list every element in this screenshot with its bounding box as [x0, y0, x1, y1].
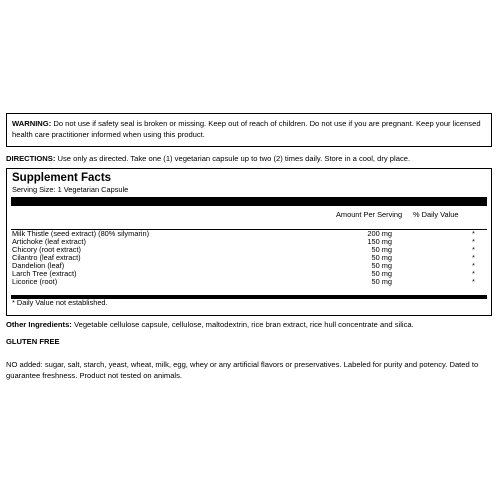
daily-value-header: [413, 210, 458, 219]
no-added-statement: NO added: sugar, salt, starch, yeast, wheat, milk, egg, whey or any artificial flavors or preservatives. Labeled for purity and potency. Dated to guarantee freshness. Product not tested on animals.: [6, 360, 479, 380]
directions-label: DIRECTIONS:: [6, 154, 56, 163]
ingredient-name: Larch Tree (extract): [12, 269, 77, 278]
ingredient-amount: 50 mg: [371, 261, 392, 270]
ingredient-amount: 50 mg: [371, 277, 392, 286]
supplement-facts-title: Supplement Facts: [12, 172, 112, 184]
amount-per-serving-header: [336, 210, 402, 219]
ingredient-amount: 50 mg: [371, 245, 392, 254]
ingredient-daily-value: *: [472, 277, 475, 286]
ingredient-amount: 50 mg: [371, 269, 392, 278]
ingredient-name: Artichoke (leaf extract): [12, 237, 86, 246]
ingredient-daily-value: *: [472, 237, 475, 246]
ingredient-row: [7, 254, 491, 262]
ingredient-name: Cilantro (leaf extract): [12, 253, 81, 262]
ingredient-amount: 50 mg: [371, 253, 392, 262]
ingredient-daily-value: *: [472, 269, 475, 278]
ingredient-row: [7, 270, 491, 278]
ingredient-daily-value: *: [472, 245, 475, 254]
other-ingredients: [6, 319, 494, 330]
ingredient-amount: 150 mg: [367, 237, 392, 246]
directions-text: Use only as directed. Take one (1) vegetarian capsule up to two (2) times daily. Store in a cool, dry place.: [57, 154, 411, 163]
daily-value-label: % Daily Value: [413, 210, 459, 219]
ingredient-name: Licorice (root): [12, 277, 58, 286]
ingredient-row: [7, 278, 491, 286]
ingredient-name: Chicory (root extract): [12, 245, 81, 254]
amount-per-serving-label: Amount Per Serving: [336, 210, 403, 219]
directions: [6, 153, 494, 164]
ingredient-daily-value: *: [472, 253, 475, 262]
supplement-facts-panel: [6, 168, 492, 316]
ingredient-list: [7, 230, 491, 286]
ingredient-amount: 200 mg: [367, 229, 392, 238]
serving-size: Serving Size: 1 Vegetarian Capsule: [12, 185, 129, 194]
thick-divider: [11, 197, 487, 206]
ingredient-name: Dandelion (leaf): [12, 261, 65, 270]
ingredient-row: [7, 262, 491, 270]
other-ingredients-label: Other Ingredients:: [6, 320, 72, 329]
ingredient-daily-value: *: [472, 261, 475, 270]
other-ingredients-text: Vegetable cellulose capsule, cellulose, maltodextrin, rice bran extract, rice hull concentrate and silica.: [73, 320, 414, 329]
ingredient-name: Milk Thistle (seed extract) (80% silymarin): [12, 229, 150, 238]
gluten-free-label: GLUTEN FREE: [6, 337, 60, 346]
warning-box: [6, 113, 492, 147]
warning-label: WARNING:: [12, 119, 52, 128]
daily-value-footnote: * Daily Value not established.: [12, 298, 108, 307]
warning-text: Do not use if safety seal is broken or missing. Keep out of reach of children. Do not use if you are pregnant. Keep your licensed health care practitioner informed when using this product.: [12, 119, 481, 139]
ingredient-daily-value: *: [472, 229, 475, 238]
